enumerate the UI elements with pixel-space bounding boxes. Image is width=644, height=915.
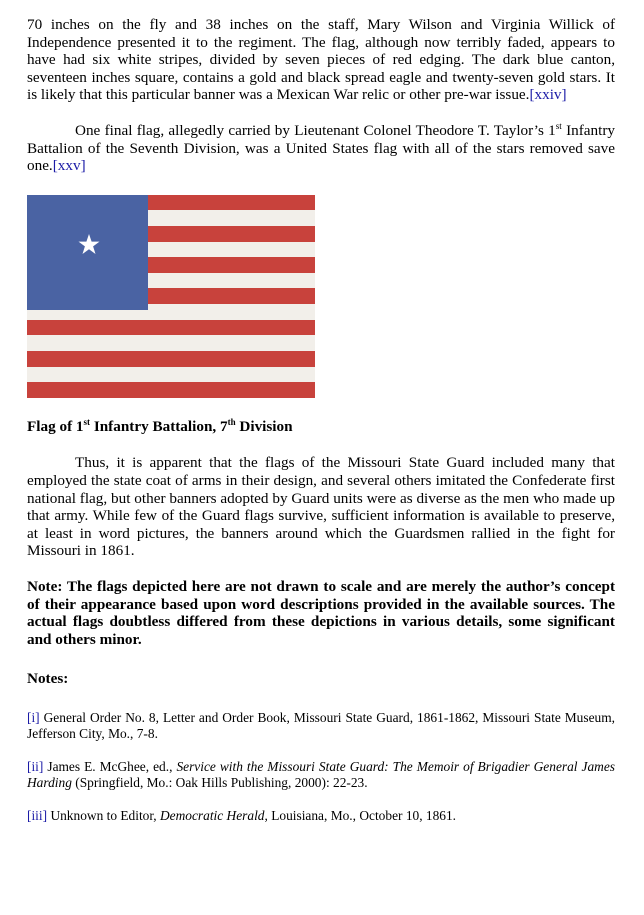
caption-text: Division [235,417,293,435]
flag-stripe [27,335,315,351]
footnote-text: , Louisiana, Mo., October 10, 1861. [264,807,457,823]
footnote-text: Unknown to Editor, [47,807,160,823]
footnote-ref-ii[interactable]: [ii] [27,758,44,774]
flag-stripe [27,382,315,398]
footnote-i [27,710,615,743]
footnote-title: Service with the Missouri State Guard: The Memoir of Brigadier General James Harding [27,758,615,791]
footnote-text: General Order No. 8, Letter and Order Book, Missouri State Guard, 1861-1862, Missouri State Museum, Jefferson City, Mo., 7-8. [27,709,615,742]
flag-stripe [27,367,315,383]
caption-text: Flag of 1 [27,417,84,435]
superscript: st [83,416,91,427]
paragraph-text: One final flag, allegedly carried by Lieutenant Colonel Theodore T. Taylor’s 1 [75,121,556,139]
paragraph-final-flag [27,122,615,175]
caption-text: Infantry Battalion, 7 [90,417,228,435]
footnote-ii [27,759,615,792]
footnote-link-xxv[interactable]: [xxv] [52,157,86,175]
document-page [27,16,615,840]
paragraph-text: Infantry Battalion of the Seventh Division, was a United States flag with all of the stars removed save one. [27,121,615,175]
footnote-title: Democratic Herald [160,807,265,823]
paragraph-conclusion: Thus, it is apparent that the flags of the Missouri State Guard included many that employed the state coat of arms in their design, and several others imitated the Confederate first national flag, but other banners adopted by Guard units were as diverse as the men who made up that army. While few of the Guard flags survive, sufficient information is available to preserve, at least in word pictures, the banners around which the Guardsmen rallied in the fight for Missouri in 1861. [27,454,615,560]
star-icon [77,233,101,257]
flag-illustration [27,195,315,398]
superscript: st [555,120,562,131]
footnote-ref-i[interactable]: [i] [27,709,40,725]
notes-heading: Notes: [27,670,69,688]
footnote-text: James E. McGhee, ed., [43,758,177,774]
footnote-link-xxiv[interactable]: [xxiv] [529,86,567,104]
flag-canton [27,195,148,310]
figure-caption [27,418,615,436]
flag-stripe [27,320,315,336]
paragraph-flag-description [27,16,615,104]
footnote-ref-iii[interactable]: [iii] [27,807,48,823]
flag-stripe [27,351,315,367]
footnote-iii [27,808,615,825]
superscript: th [227,416,236,427]
paragraph-text: 70 inches on the fly and 38 inches on the staff, Mary Wilson and Virginia Willick of Independence presented it to the regiment. The flag, although now terribly faded, appears to have had six white stripes, divided by seven pieces of red edging. The dark blue canton, seventeen inches square, contains a gold and black spread eagle and twenty-seven gold stars. It is likely that this particular banner was a Mexican War relic or other pre-war issue. [27,16,615,104]
author-note: Note: The flags depicted here are not drawn to scale and are merely the author’s concept of their appearance based upon word descriptions provided in the available sources. The actual flags doubtless differed from these depictions in various details, some significant and others minor. [27,577,615,648]
footnote-text: (Springfield, Mo.: Oak Hills Publishing, 2000): 22-23. [71,775,368,791]
